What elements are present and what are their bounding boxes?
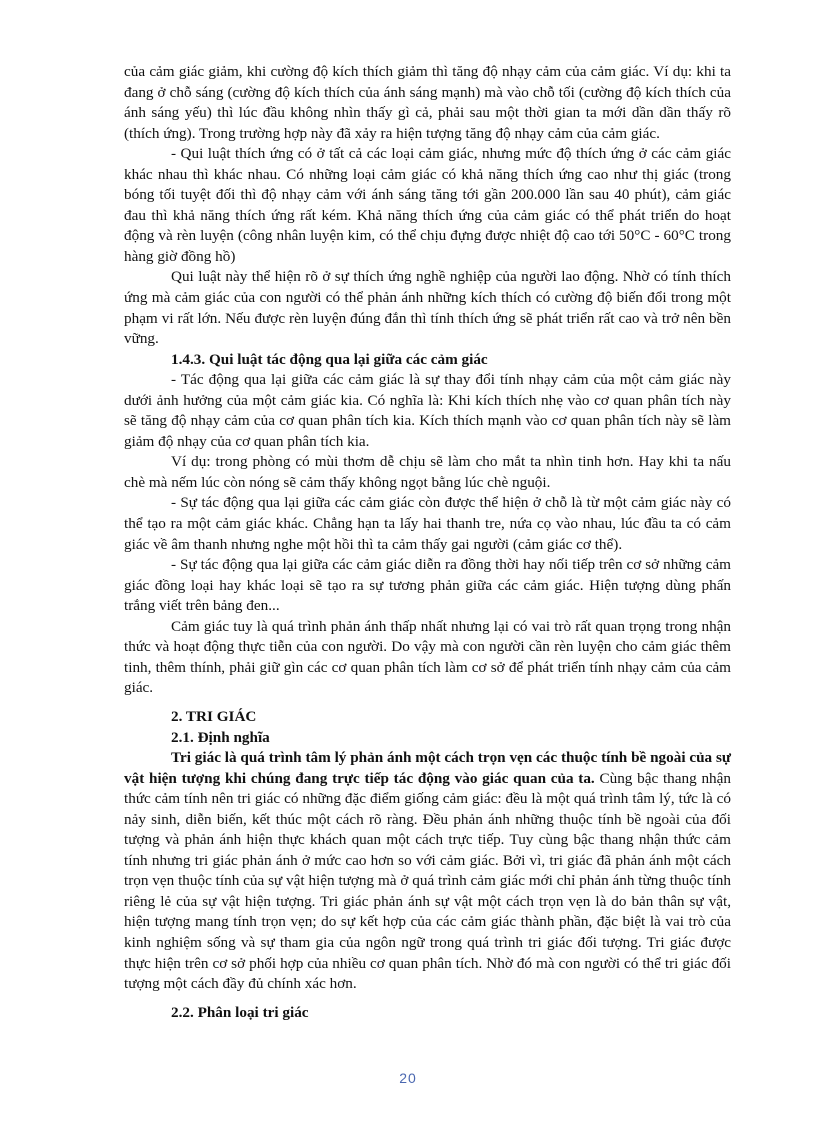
- section-heading: 2.1. Định nghĩa: [171, 728, 270, 746]
- paragraph: Qui luật này thể hiện rõ ở sự thích ứng nghề nghiệp của người lao động. Nhờ có tính thích ứng mà cảm giác của con người có thể phản ánh những kích thích có cường độ biến đổi trong một phạm vi rất lớn. Nếu được rèn luyện đúng đắn thì tính thích ứng sẽ phát triển rất cao và trở nên bền vững.: [124, 268, 731, 348]
- section-heading: 2.2. Phân loại tri giác: [171, 1003, 309, 1021]
- definition-paragraph: [124, 748, 731, 995]
- chapter-heading: 2. TRI GIÁC: [171, 707, 257, 725]
- document-body: [124, 62, 731, 1023]
- definition-explanation: Cùng bậc thang nhận thức cảm tính nên tri giác có những đặc điểm giống cảm giác: đều là một quá trình tâm lý, tức là có nảy sinh, diễn biến, kết thúc một cách rõ ràng. Đều phản ánh những thuộc tính bề ngoài của đối tượng và phản ánh hiện thực khách quan một cách trực tiếp. Tuy cùng bậc thang nhận thức cảm tính nhưng tri giác phản ánh ở mức cao hơn so với cảm giác. Bởi vì, tri giác đã phản ánh một cách trọn vẹn thuộc tính của sự vật hiện tượng mà ở quá trình cảm giác mới chỉ phản ánh từng thuộc tính riêng lẻ của sự vật hiện tượng. Tri giác phản ánh sự vật một cách trọn vẹn là do bản thân sự vật, hiện tượng mang tính trọn vẹn; do sự kết hợp của các cảm giác thành phần, đặc biệt là vai trò của kinh nghiệm sống và sự tham gia của ngôn ngữ trong quá trình tri giác đối tượng. Tri giác được thực hiện trên cơ sở phối hợp của nhiều cơ quan phân tích. Nhờ đó mà con người có thể tri giác đối tượng một cách đầy đủ chính xác hơn.: [124, 769, 731, 993]
- paragraph: Ví dụ: trong phòng có mùi thơm dễ chịu sẽ làm cho mắt ta nhìn tinh hơn. Hay khi ta nấu chè mà nếm lúc còn nóng sẽ cảm thấy không ngọt bằng lúc chè nguội.: [124, 453, 731, 491]
- paragraph: - Sự tác động qua lại giữa các cảm giác diễn ra đồng thời hay nối tiếp trên cơ sở những cảm giác đồng loại hay khác loại sẽ tạo ra sự tương phản giữa các cảm giác. Hiện tượng dùng phấn trắng viết trên bảng đen...: [124, 556, 731, 615]
- paragraph: của cảm giác giảm, khi cường độ kích thích giảm thì tăng độ nhạy cảm của cảm giác. Ví dụ: khi ta đang ở chỗ sáng (cường độ kích thích của ánh sáng mạnh) mà vào chỗ tối (cường độ kích thích của ánh sáng yếu) thì lúc đầu không nhìn thấy gì cả, phải sau một thời gian ta mới dần dần thấy rõ (thích ứng). Trong trường hợp này đã xảy ra hiện tượng tăng độ nhạy cảm của cảm giác.: [124, 63, 731, 142]
- page-number: 20: [399, 1070, 417, 1086]
- definition-text: Tri giác là quá trình tâm lý phản ánh một cách trọn vẹn các thuộc tính bề ngoài của sự vật hiện tượng khi chúng đang trực tiếp tác động vào giác quan của ta.: [124, 749, 731, 787]
- paragraph: - Tác động qua lại giữa các cảm giác là sự thay đổi tính nhạy cảm của một cảm giác này dưới ảnh hưởng của một cảm giác kia. Có nghĩa là: Khi kích thích nhẹ vào cơ quan phân tích này sẽ tăng độ nhạy cảm của cơ quan phân tích kia. Kích thích mạnh vào cơ quan phân tích này sẽ làm giảm độ nhạy của cơ quan phân tích kia.: [124, 371, 731, 450]
- paragraph: - Qui luật thích ứng có ở tất cả các loại cảm giác, nhưng mức độ thích ứng ở các cảm giác khác nhau thì khác nhau. Có những loại cảm giác có khả năng thích ứng cao như thị giác (trong bóng tối tuyệt đối thì độ nhạy cảm với ánh sáng tăng tới gần 200.000 lần sau 40 phút), cảm giác đau thì khả năng thích ứng rất kém. Khả năng thích ứng của cảm giác có thể phát triển do hoạt động và rèn luyện (công nhân luyện kim, có thể chịu đựng được nhiệt độ cao tới 50°C - 60°C trong hàng giờ đồng hồ): [124, 145, 731, 265]
- paragraph: - Sự tác động qua lại giữa các cảm giác còn được thể hiện ở chỗ là từ một cảm giác này có thể tạo ra một cảm giác khác. Chẳng hạn ta lấy hai thanh tre, nứa cọ vào nhau, lúc đầu ta có cảm giác về âm thanh nhưng nghe một hồi thì ta cảm thấy gai người (cảm giác cơ thể).: [124, 494, 731, 553]
- section-heading: 1.4.3. Qui luật tác động qua lại giữa các cảm giác: [171, 350, 488, 368]
- paragraph: Cảm giác tuy là quá trình phản ánh thấp nhất nhưng lại có vai trò rất quan trọng trong nhận thức và hoạt động thực tiễn của con người. Do vậy mà con người cần rèn luyện cho cảm giác thêm tinh, thêm thính, phải giữ gìn các cơ quan phân tích làm cơ sở để phát triển tính nhạy cảm của cảm giác.: [124, 617, 731, 697]
